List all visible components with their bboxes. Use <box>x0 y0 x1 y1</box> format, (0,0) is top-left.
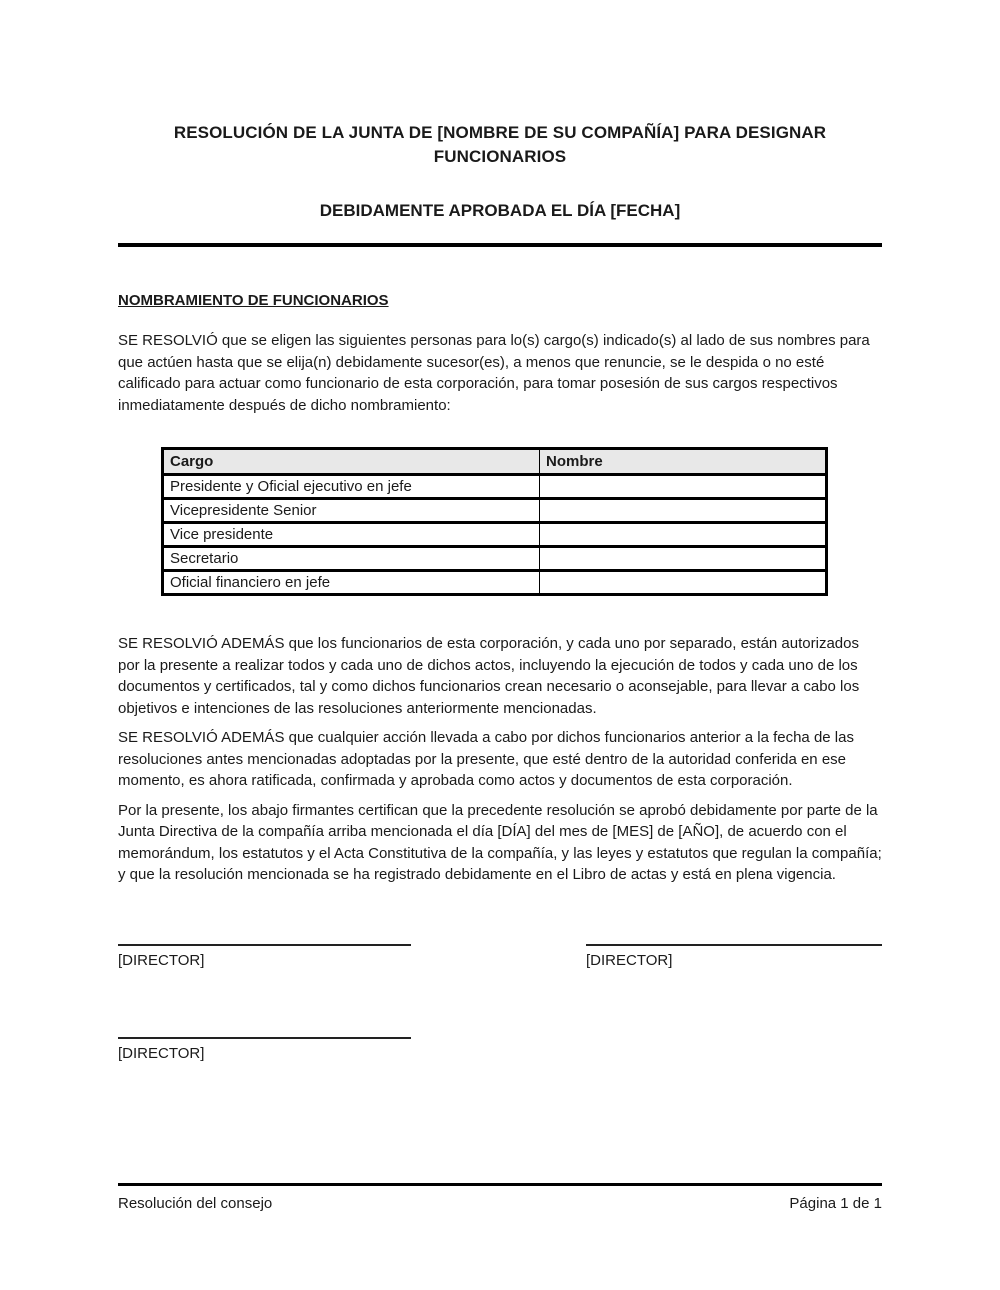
signature-row <box>118 944 882 970</box>
nombre-cell <box>540 475 827 499</box>
footer-text-row <box>118 1195 882 1213</box>
page-footer <box>118 1183 882 1213</box>
footer-doc-title: Resolución del consejo <box>118 1195 273 1212</box>
signature-block-1 <box>118 944 411 970</box>
table-row <box>163 547 827 571</box>
document-subtitle: DEBIDAMENTE APROBADA EL DÍA [FECHA] <box>319 201 681 220</box>
footer-divider <box>118 1183 882 1186</box>
footer-page-number: Página 1 de 1 <box>789 1195 882 1212</box>
director-label: [DIRECTOR] <box>118 1044 205 1062</box>
signature-line <box>118 944 411 946</box>
nombre-cell <box>540 499 827 523</box>
signature-line <box>586 944 882 946</box>
table-row <box>163 499 827 523</box>
section-heading: NOMBRAMIENTO DE FUNCIONARIOS <box>118 292 389 309</box>
title-divider <box>118 243 882 247</box>
nombre-cell <box>540 547 827 571</box>
nombre-cell <box>540 523 827 547</box>
director-label: [DIRECTOR] <box>586 951 673 969</box>
director-label: [DIRECTOR] <box>118 951 205 969</box>
table-header-nombre: Nombre <box>540 449 827 475</box>
paragraph-certification: Por la presente, los abajo firmantes certifican que la precedente resolución se aprobó debidamente por parte de la Junta Directiva de la compañía arriba mencionada el día [DÍA] del mes de [MES] de [AÑO], de acuerdo con el memorándum, los estatutos y el Acta Constitutiva de la compañía, y las leyes y estatutos que regulan la compañía; y que la resolución mencionada se ha registrado debidamente en el Libro de actas y está en plena vigencia. <box>118 801 882 883</box>
cargo-cell: Vice presidente <box>163 523 540 547</box>
signature-line <box>118 1037 411 1039</box>
cargo-cell: Oficial financiero en jefe <box>163 571 540 595</box>
table-row <box>163 475 827 499</box>
paragraph-resolution-2: SE RESOLVIÓ ADEMÁS que los funcionarios de esta corporación, y cada uno por separado, están autorizados por la presente a realizar todos y cada uno de dichos actos, incluyendo la ejecución de todos y cada uno de los documentos y certificados, tal y como dichos funcionarios crean necesario o aconsejable, para llevar a cabo los objetivos e intenciones de las resoluciones anteriormente mencionadas. <box>118 635 860 717</box>
paragraph-resolution-1: SE RESOLVIÓ que se eligen las siguientes personas para lo(s) cargo(s) indicado(s) al lado de sus nombres para que actúen hasta que se elija(n) debidamente sucesor(es), a menos que renuncie, se le despida o no esté calificado para actuar como funcionario de esta corporación, para tomar posesión de sus cargos respectivos inmediatamente después de dicho nombramiento: <box>118 332 870 414</box>
paragraph-resolution-3: SE RESOLVIÓ ADEMÁS que cualquier acción llevada a cabo por dichos funcionarios anterior a la fecha de las resoluciones antes mencionadas adoptadas por la presente, que esté dentro de la autoridad conferida en ese momento, es ahora ratificada, confirmada y aprobada como actos y documentos de esta corporación. <box>118 729 854 789</box>
table-header-cargo: Cargo <box>163 449 540 475</box>
cargo-cell: Secretario <box>163 547 540 571</box>
table-row <box>163 523 827 547</box>
officers-table <box>161 447 828 596</box>
signature-block-3 <box>118 1037 411 1063</box>
signature-block-2 <box>586 944 882 970</box>
cargo-cell: Vicepresidente Senior <box>163 499 540 523</box>
table-header-row <box>163 449 827 475</box>
document-title: RESOLUCIÓN DE LA JUNTA DE [NOMBRE DE SU COMPAÑÍA] PARA DESIGNAR FUNCIONARIOS <box>173 123 827 166</box>
table-row <box>163 571 827 595</box>
cargo-cell: Presidente y Oficial ejecutivo en jefe <box>163 475 540 499</box>
nombre-cell <box>540 571 827 595</box>
